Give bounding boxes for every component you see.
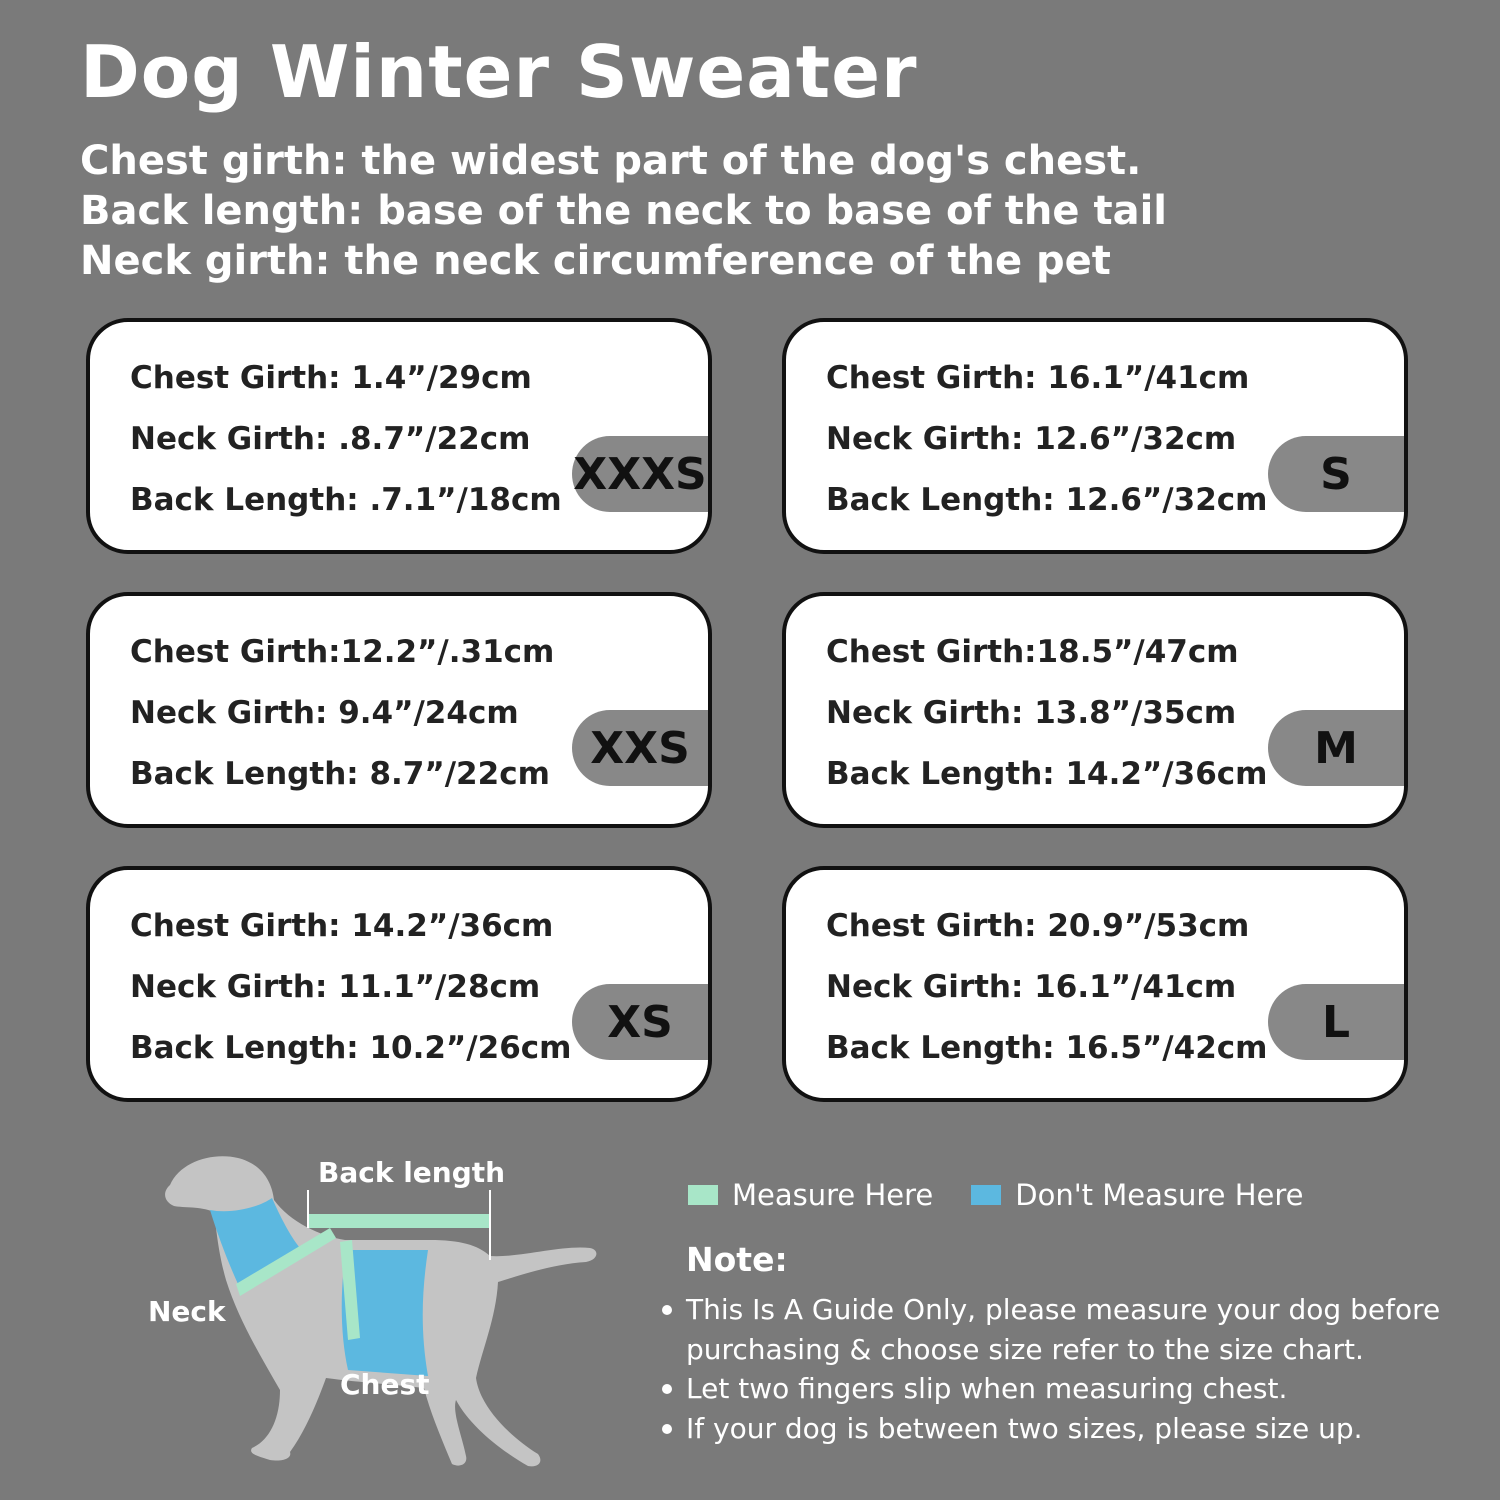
size-label: XXXS (572, 436, 708, 512)
note-item: If your dog is between two sizes, please size up. (662, 1409, 1462, 1449)
back-length-value: Back Length: .7.1”/18cm (130, 482, 562, 518)
legend-measure-label: Measure Here (732, 1178, 934, 1212)
size-label: M (1268, 710, 1404, 786)
note-title: Note: (686, 1240, 788, 1279)
size-card-xxs (86, 592, 712, 828)
size-label: L (1268, 984, 1404, 1060)
back-length-value: Back Length: 14.2”/36cm (826, 756, 1268, 792)
size-label: XS (572, 984, 708, 1060)
chest-label: Chest (340, 1368, 430, 1401)
measurement-definitions (80, 136, 1167, 286)
neck-girth-value: Neck Girth: .8.7”/22cm (130, 421, 531, 457)
note-item: This Is A Guide Only, please measure your dog before purchasing & choose size refer to the size chart. (662, 1290, 1462, 1369)
neck-girth-definition: Neck girth: the neck circumference of the pet (80, 238, 1111, 284)
chest-girth-definition: Chest girth: the widest part of the dog's chest. (80, 138, 1142, 184)
chest-girth-value: Chest Girth: 1.4”/29cm (130, 360, 532, 396)
size-card-m (782, 592, 1408, 828)
back-length-value: Back Length: 16.5”/42cm (826, 1030, 1268, 1066)
neck-girth-value: Neck Girth: 12.6”/32cm (826, 421, 1237, 457)
chest-girth-value: Chest Girth: 16.1”/41cm (826, 360, 1250, 396)
note-list (662, 1290, 1462, 1448)
note-item: Let two fingers slip when measuring chest. (662, 1369, 1462, 1409)
size-card-l (782, 866, 1408, 1102)
size-label: S (1268, 436, 1404, 512)
legend-dont-measure-label: Don't Measure Here (1015, 1178, 1304, 1212)
size-card-s (782, 318, 1408, 554)
chest-girth-value: Chest Girth:18.5”/47cm (826, 634, 1239, 670)
size-card-xxxs (86, 318, 712, 554)
neck-girth-value: Neck Girth: 13.8”/35cm (826, 695, 1237, 731)
page-title: Dog Winter Sweater (80, 30, 918, 114)
legend-measure-here (688, 1178, 933, 1212)
neck-girth-value: Neck Girth: 11.1”/28cm (130, 969, 541, 1005)
back-length-value: Back Length: 8.7”/22cm (130, 756, 550, 792)
back-tape-icon (308, 1214, 490, 1228)
chest-girth-value: Chest Girth:12.2”/.31cm (130, 634, 555, 670)
neck-label: Neck (148, 1295, 226, 1328)
measuring-tape-icon (688, 1185, 718, 1205)
size-card-xs (86, 866, 712, 1102)
chest-girth-value: Chest Girth: 20.9”/53cm (826, 908, 1250, 944)
neck-girth-value: Neck Girth: 9.4”/24cm (130, 695, 519, 731)
back-length-value: Back Length: 12.6”/32cm (826, 482, 1268, 518)
back-length-definition: Back length: base of the neck to base of the tail (80, 188, 1167, 234)
chest-girth-value: Chest Girth: 14.2”/36cm (130, 908, 554, 944)
neck-girth-value: Neck Girth: 16.1”/41cm (826, 969, 1237, 1005)
back-length-label: Back length (318, 1156, 506, 1189)
back-length-value: Back Length: 10.2”/26cm (130, 1030, 572, 1066)
blue-swatch-icon (971, 1185, 1001, 1205)
size-label: XXS (572, 710, 708, 786)
legend (688, 1178, 1342, 1212)
legend-dont-measure-here (971, 1178, 1303, 1212)
